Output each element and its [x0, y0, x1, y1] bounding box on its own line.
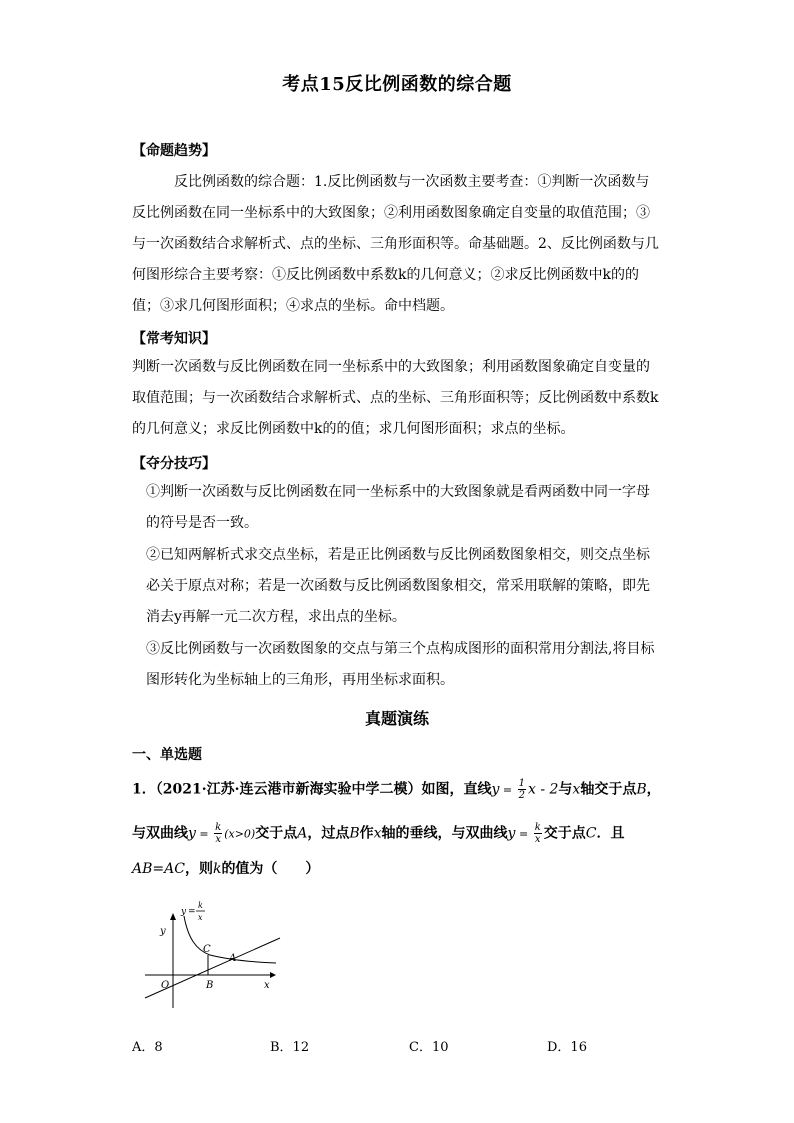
- question-line-1: [132, 778, 661, 801]
- knowledge-paragraph: 判断一次函数与反比例函数在同一坐标系中的大致图象；利用函数图象确定自变量的取值范围；与一次函数结合求解析式、点的坐标、三角形面积等；反比例函数中系数k的几何意义；求反比例函数中k的的值；求几何图形面积；求点的坐标。: [132, 359, 659, 437]
- question-source: （2021·江苏·连云港市新海实验中学二模）: [155, 781, 422, 798]
- question-text: ，则: [184, 861, 213, 877]
- knowledge-label: 【常考知识】: [132, 331, 216, 347]
- math-eq: =: [499, 783, 516, 797]
- fraction-k-over-x: [534, 822, 542, 845]
- fraction-numerator: 1: [518, 778, 525, 789]
- option-a[interactable]: A．8: [132, 1040, 163, 1055]
- math-var: y: [188, 825, 196, 842]
- question-text: 轴交于点: [580, 781, 637, 798]
- tip-item-2: ②已知两解析式求交点坐标，若是正比例函数与反比例函数图象相交，则交点坐标必关于原点对称；若是一次函数与反比例函数图象相交，常采用联解的策略，即先消去y再解一元二次方程，求出点的坐标。: [146, 547, 650, 625]
- question-line-3: [132, 858, 319, 878]
- question-text: 与: [558, 781, 573, 798]
- y-axis-arrow: [170, 913, 176, 920]
- fraction-denominator: x: [534, 834, 541, 845]
- math-expr: x - 2: [527, 781, 559, 798]
- question-text: 作: [359, 825, 374, 842]
- curve-label-eq: =: [188, 907, 196, 917]
- fraction-numerator: k: [534, 822, 541, 833]
- fraction-denominator: 2: [518, 790, 525, 801]
- curve-label-num: k: [198, 901, 203, 910]
- question-line-2: [132, 822, 624, 845]
- tips-label: 【夺分技巧】: [132, 456, 216, 472]
- question-figure: [140, 898, 300, 1018]
- question-text: 轴的垂线，与双曲线: [381, 825, 508, 842]
- curve-label-den: x: [198, 913, 203, 922]
- point-label: A: [297, 825, 308, 842]
- question-text: 交于点: [255, 825, 298, 842]
- trend-label: 【命题趋势】: [132, 143, 216, 159]
- math-eq: =: [515, 827, 532, 841]
- question-text: 如图，直线: [421, 781, 492, 798]
- practice-title: 真题演练: [364, 709, 429, 728]
- math-var: y: [491, 781, 500, 798]
- tip-item-3: ③反比例函数与一次函数图象的交点与第三个点构成图形的面积常用分割法,将目标图形转化为坐标轴上的三角形，再用坐标求面积。: [146, 641, 655, 688]
- point-b-label: B: [206, 980, 214, 991]
- math-eq: =: [195, 827, 213, 841]
- question-text: ，: [646, 781, 661, 798]
- question-text: ．且: [596, 825, 625, 842]
- fraction-numerator: k: [215, 822, 222, 833]
- axis-label-x: x: [264, 980, 270, 991]
- page-title: 考点15反比例函数的综合题: [282, 74, 512, 95]
- question-text: 交于点: [543, 825, 586, 842]
- question-text: 与双曲线: [132, 825, 188, 842]
- option-d[interactable]: D．16: [547, 1040, 587, 1055]
- option-b[interactable]: B．12: [270, 1040, 310, 1055]
- option-c[interactable]: C．10: [409, 1040, 449, 1055]
- math-var: x: [572, 781, 581, 798]
- trend-paragraph: 反比例函数的综合题：1.反比例函数与一次函数主要考查：①判断一次函数与反比例函数在同一坐标系中的大致图象；②利用函数图象确定自变量的取值范围；③与一次函数结合求解析式、点的坐标、三角形面积等。命基础题。2、反比例函数与几何图形综合主要考察：①反比例函数中系数k的几何意义；②求反比例函数中k的的值；③求几何图形面积；④求点的坐标。命中档题。: [132, 174, 659, 314]
- question-number: 1．: [132, 781, 156, 798]
- axis-label-y: y: [160, 926, 166, 937]
- point-label: B: [349, 825, 360, 842]
- point-a-label: A: [229, 953, 237, 964]
- point-label: C: [585, 825, 597, 842]
- tip-item-1: ①判断一次函数与反比例函数在同一坐标系中的大致图象就是看两函数中同一字母的符号是否一致。: [146, 484, 650, 531]
- fraction-one-half: [518, 778, 526, 801]
- origin-label: O: [161, 980, 170, 991]
- question-section-label: 一、单选题: [132, 747, 202, 763]
- math-var: k: [212, 861, 222, 877]
- curve-label-y: y: [181, 907, 187, 917]
- math-condition: (x>0): [224, 827, 256, 841]
- x-axis-arrow: [270, 972, 276, 978]
- math-var: x: [373, 825, 382, 842]
- math-expr: AB=AC: [132, 861, 185, 877]
- fraction-denominator: x: [215, 834, 221, 845]
- question-text: ，过点: [307, 825, 350, 842]
- math-var: y: [507, 825, 516, 842]
- fraction-k-over-x: [214, 822, 222, 845]
- point-c-label: C: [203, 944, 211, 955]
- point-label: B: [636, 781, 647, 798]
- question-text: 的值为（ ）: [221, 861, 320, 877]
